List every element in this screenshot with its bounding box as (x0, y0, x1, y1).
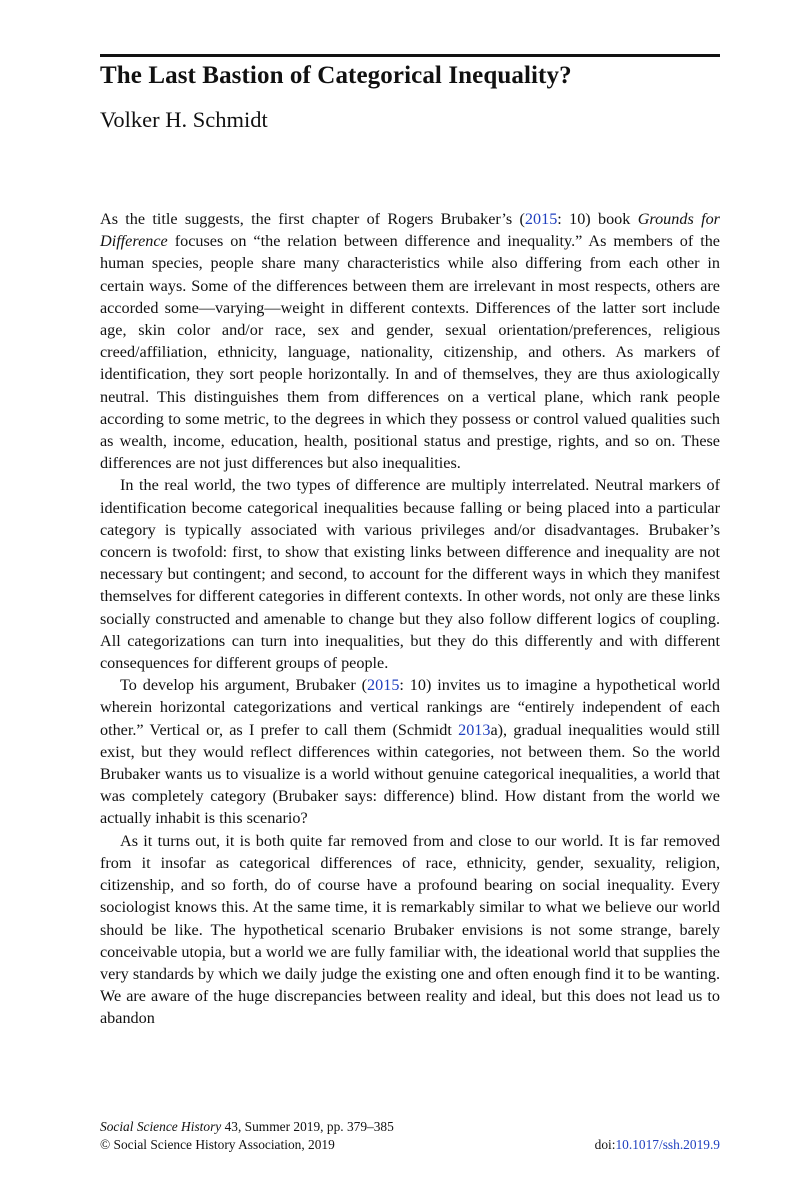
paragraph (100, 208, 720, 474)
paragraph (100, 474, 720, 674)
article-title: The Last Bastion of Categorical Inequality? (100, 62, 572, 89)
text-run: In the real world, the two types of difference are multiply interrelated. Neutral markers of identification become categorical inequalities because falling or being placed into a particular category is typically associated with various privileges and/or disadvantages. Brubaker’s concern is twofold: first, to show that existing links between difference and inequality are not necessary but contingent; and second, to account for the different ways in which they manifest themselves for different categories in different contexts. In other words, not only are these links socially constructed and amenable to change but they also follow different logics of coupling. All categorizations can turn into inequalities, but they do this differently and with different consequences for different groups of people. (100, 476, 720, 673)
text-run: focuses on “the relation between difference and inequality.” As members of the human species, people share many characteristics while also differing from each other in certain ways. Some of the differences between them are irrelevant in most respects, others are accorded some—varying—weight in different contexts. Differences of the latter sort include age, skin color and/or race, sex and gender, sexual orientation/preferences, religious creed/affiliation, ethnicity, language, nationality, citizenship, and others. As markers of identification, they sort people horizontally. In and of themselves, they are thus axiologically neutral. This distinguishes them from differences on a vertical plane, which rank people according to some metric, to the degrees in which they possess or control valued qualities such as wealth, income, education, health, positional status and prestige, rights, and so on. These differences are not just differences but also inequalities. (100, 232, 720, 473)
text-run: a), gradual inequalities would still exist, but they would reflect differences within categories, not between them. So the world Brubaker wants us to visualize is a world without genuine categorical inequalities, a world that was completely category (Brubaker says: difference) blind. How distant from the world we actually inhabit is this scenario? (100, 720, 720, 828)
citation-link[interactable]: 2015 (367, 676, 400, 695)
text-run: : 10) invites us to imagine a hypothetical world wherein horizontal categorizations and vertical rankings are “entirely independent of each other.” Vertical or, as I prefer to call them (Schmidt (100, 676, 720, 739)
paragraph (100, 830, 720, 1030)
journal-name: Social Science History (100, 1119, 222, 1134)
page-footer (100, 1118, 720, 1154)
journal-citation: Social Science History 43, Summer 2019, pp. 379–385 (100, 1119, 394, 1134)
paragraph (100, 674, 720, 829)
text-run: As it turns out, it is both quite far removed from and close to our world. It is far removed from it insofar as categorical differences of race, ethnicity, gender, sexuality, religion, citizenship, and so forth, do of course have a profound bearing on social inequality. Every sociologist knows this. At the same time, it is remarkably similar to what we believe our world should be like. The hypothetical scenario Brubaker envisions is not some strange, barely conceivable utopia, but a world we are fully familiar with, the ideational world that supplies the very standards by which we daily judge the existing one and often enough find it to be wanting. We are aware of the huge discrepancies between reality and ideal, but this does not lead us to abandon (100, 831, 720, 1028)
text-run: To develop his argument, Brubaker ( (120, 676, 368, 695)
doi-link[interactable]: 10.1017/ssh.2019.9 (615, 1137, 720, 1152)
text-run: : 10) book (557, 210, 638, 228)
copyright-notice: © Social Science History Association, 2019 (100, 1137, 335, 1152)
citation-link[interactable]: 2013 (458, 720, 491, 739)
book-title: Grounds for Difference (100, 210, 720, 251)
article-author: Volker H. Schmidt (100, 107, 268, 132)
text-run: As the title suggests, the first chapter of Rogers Brubaker’s ( (100, 210, 525, 228)
title-rule (100, 54, 720, 57)
article-body (100, 208, 720, 1030)
doi: doi:10.1017/ssh.2019.9 (594, 1137, 720, 1152)
citation-link[interactable]: 2015 (524, 210, 558, 228)
